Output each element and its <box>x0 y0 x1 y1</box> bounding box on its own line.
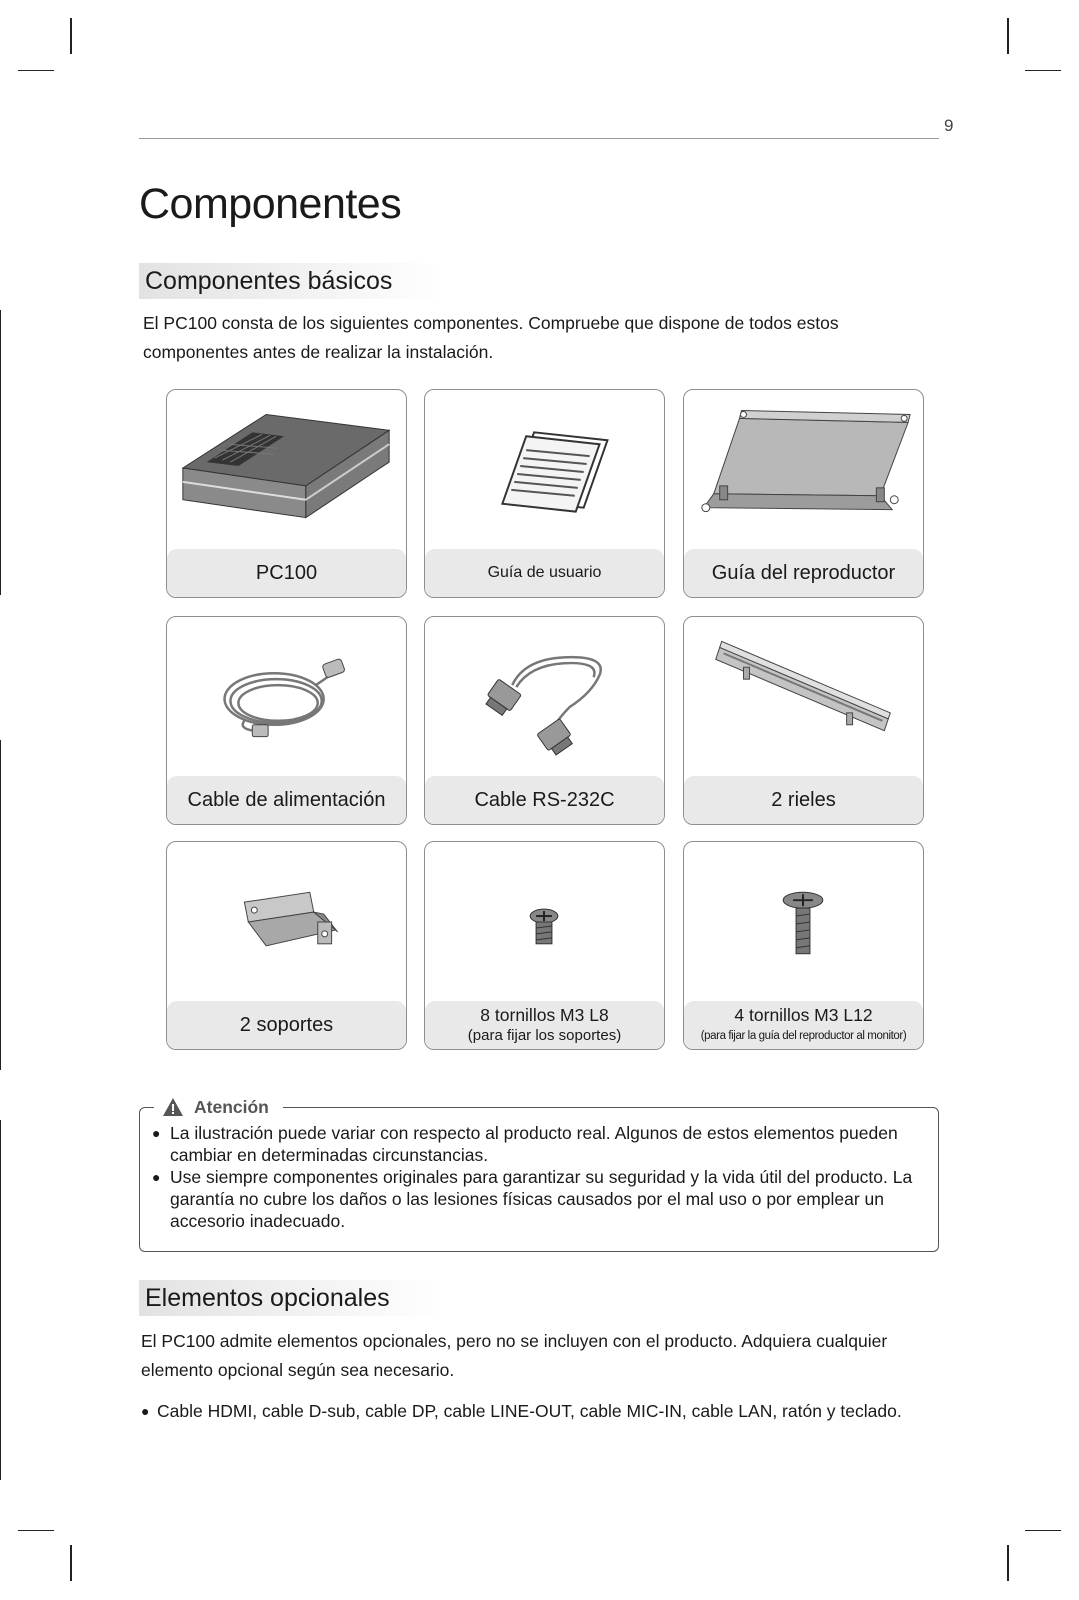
component-caption <box>425 1001 664 1049</box>
page-edge-line <box>0 740 1 1070</box>
component-label: Guía del reproductor <box>711 562 896 584</box>
component-card-player-guide <box>683 389 924 598</box>
crop-mark <box>70 18 72 54</box>
rs232c-cable-icon <box>425 617 664 777</box>
component-card-power-cable <box>166 616 407 825</box>
component-card-pc100 <box>166 389 407 598</box>
basic-intro: El PC100 consta de los siguientes componentes. Compruebe que dispone de todos estos componentes antes de realizar la instalación. <box>143 313 839 362</box>
component-caption <box>425 776 664 824</box>
long-screw-icon <box>684 842 923 1002</box>
component-caption <box>167 776 406 824</box>
component-label: PC100 <box>255 562 318 584</box>
power-cable-icon <box>167 617 406 777</box>
crop-mark <box>1025 1530 1061 1531</box>
component-card-supports <box>166 841 407 1050</box>
page-title: Componentes <box>139 180 402 228</box>
player-guide-bracket-icon <box>684 390 923 550</box>
attention-bullet: ● Use siempre componentes originales para garantizar su seguridad y la vida útil del producto. La garantía no cubre los daños o las lesiones físicas causados por el mal uso o por emplear un accesorio inadecuado. <box>152 1166 932 1232</box>
crop-mark <box>1007 18 1009 54</box>
component-caption <box>684 549 923 597</box>
component-label: 4 tornillos M3 L12 <box>734 1005 873 1025</box>
manual-icon <box>425 390 664 550</box>
component-label: Cable RS-232C <box>474 789 615 811</box>
crop-mark <box>18 1530 54 1531</box>
optional-intro: El PC100 admite elementos opcionales, pero no se incluyen con el producto. Adquiera cualquier elemento opcional según sea necesario. <box>141 1331 888 1380</box>
pc-device-icon <box>167 390 406 550</box>
component-label: 2 rieles <box>771 789 836 811</box>
component-label: Guía de usuario <box>487 564 602 581</box>
page-number: 9 <box>944 116 954 135</box>
optional-bullet: ● Cable HDMI, cable D-sub, cable DP, cable LINE-OUT, cable MIC-IN, cable LAN, ratón y teclado. <box>141 1398 902 1424</box>
component-card-long-screws <box>683 841 924 1050</box>
optional-list <box>141 1398 902 1424</box>
component-caption <box>684 1001 923 1049</box>
short-screw-icon <box>425 842 664 1002</box>
section-heading-basic: Componentes básicos <box>139 263 445 299</box>
section-heading-optional: Elementos opcionales <box>139 1280 445 1316</box>
component-caption <box>167 1001 406 1049</box>
crop-mark <box>18 70 54 71</box>
page-edge-line <box>0 1120 1 1480</box>
crop-mark <box>1007 1545 1009 1581</box>
component-card-rails <box>683 616 924 825</box>
component-card-user-guide <box>424 389 665 598</box>
component-note: (para fijar los soportes) <box>467 1027 622 1044</box>
attention-title: Atención <box>194 1096 269 1117</box>
header-rule <box>139 138 939 139</box>
support-bracket-icon <box>167 842 406 1002</box>
component-caption <box>167 549 406 597</box>
attention-header <box>154 1093 283 1121</box>
component-card-rs232c-cable <box>424 616 665 825</box>
component-card-short-screws <box>424 841 665 1050</box>
component-label: Cable de alimentación <box>187 789 386 811</box>
crop-mark <box>1025 70 1061 71</box>
page-edge-line <box>0 310 1 595</box>
component-label: 2 soportes <box>239 1014 334 1036</box>
attention-list <box>152 1122 932 1232</box>
rail-icon <box>684 617 923 777</box>
component-label: 8 tornillos M3 L8 <box>480 1005 609 1025</box>
component-caption <box>684 776 923 824</box>
warning-icon <box>162 1097 184 1117</box>
component-caption <box>425 549 664 597</box>
attention-bullet: ● La ilustración puede variar con respecto al producto real. Algunos de estos elementos pueden cambiar en determinadas circunstancias. <box>152 1122 932 1166</box>
component-note: (para fijar la guía del reproductor al monitor) <box>700 1030 907 1042</box>
crop-mark <box>70 1545 72 1581</box>
